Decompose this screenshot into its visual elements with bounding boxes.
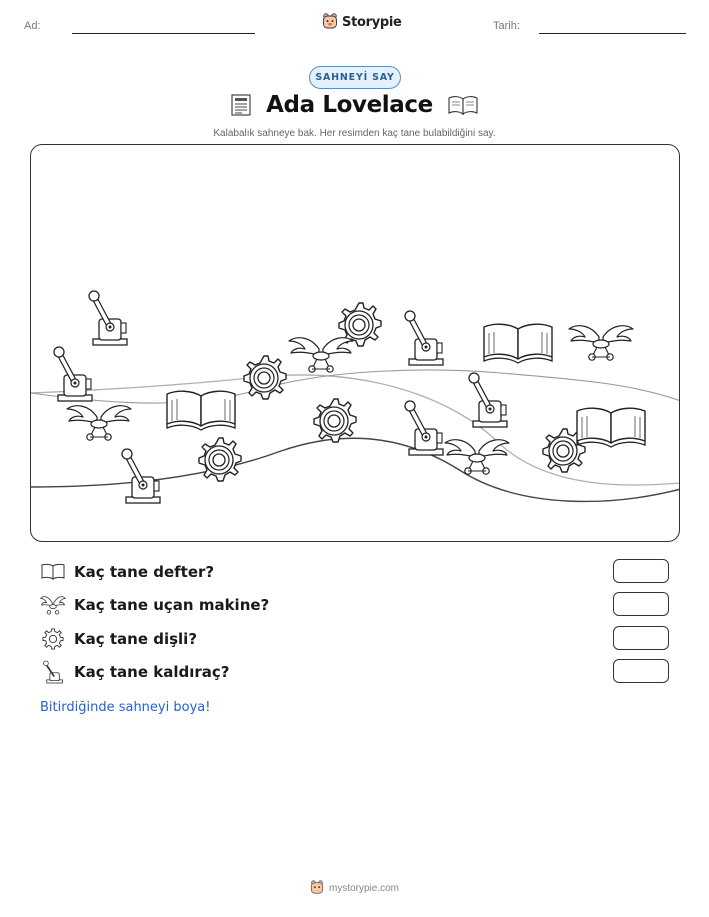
lever-object bbox=[469, 373, 507, 427]
answer-box-levers[interactable] bbox=[613, 659, 669, 683]
book-icon bbox=[40, 559, 66, 585]
name-line[interactable] bbox=[72, 33, 255, 34]
flying-machine-icon bbox=[40, 592, 66, 618]
brand-name: Storypie bbox=[342, 14, 402, 30]
open-book-icon bbox=[447, 94, 479, 116]
name-label: Ad: bbox=[24, 20, 41, 32]
question-row-flying-machines bbox=[40, 592, 670, 618]
title-row bbox=[0, 92, 709, 118]
gear-object bbox=[244, 356, 286, 399]
answer-box-flying-machines[interactable] bbox=[613, 592, 669, 616]
finish-instruction: Bitirdiğinde sahneyi boya! bbox=[40, 700, 211, 715]
gear-object bbox=[314, 399, 356, 442]
gear-object bbox=[199, 438, 241, 481]
footer-url[interactable]: mystorypie.com bbox=[328, 882, 399, 894]
question-row-books bbox=[40, 559, 670, 585]
answer-box-books[interactable] bbox=[613, 559, 669, 583]
footer bbox=[0, 880, 709, 896]
book-object bbox=[484, 324, 552, 363]
gear-icon bbox=[40, 626, 66, 652]
flying-machine-object bbox=[445, 440, 509, 474]
counting-scene[interactable] bbox=[30, 144, 680, 542]
book-object bbox=[577, 408, 645, 447]
lever-object bbox=[405, 311, 443, 365]
activity-badge: SAHNEYİ SAY bbox=[309, 66, 401, 89]
newspaper-icon bbox=[230, 93, 252, 117]
answer-box-gears[interactable] bbox=[613, 626, 669, 650]
mascot-icon bbox=[310, 880, 324, 896]
question-text: Kaç tane dişli? bbox=[74, 630, 198, 648]
question-row-gears bbox=[40, 626, 670, 652]
middle-hill-line bbox=[31, 370, 680, 403]
lever-icon bbox=[40, 659, 66, 685]
instructions: Kalabalık sahneye bak. Her resimden kaç tane bulabildiğini say. bbox=[213, 128, 496, 139]
question-text: Kaç tane uçan makine? bbox=[74, 596, 270, 614]
date-label: Tarih: bbox=[493, 20, 520, 32]
brand-logo bbox=[322, 13, 402, 31]
page-title: Ada Lovelace bbox=[266, 92, 433, 118]
lever-object bbox=[122, 449, 160, 503]
book-object bbox=[167, 391, 235, 430]
lever-object bbox=[54, 347, 92, 401]
flying-machine-object bbox=[569, 326, 633, 360]
date-line[interactable] bbox=[539, 33, 686, 34]
mascot-icon bbox=[322, 13, 338, 31]
question-text: Kaç tane defter? bbox=[74, 563, 215, 581]
question-text: Kaç tane kaldıraç? bbox=[74, 663, 230, 681]
flying-machine-object bbox=[289, 338, 353, 372]
flying-machine-object bbox=[67, 406, 131, 440]
lever-object bbox=[89, 291, 127, 345]
question-row-levers bbox=[40, 659, 670, 685]
